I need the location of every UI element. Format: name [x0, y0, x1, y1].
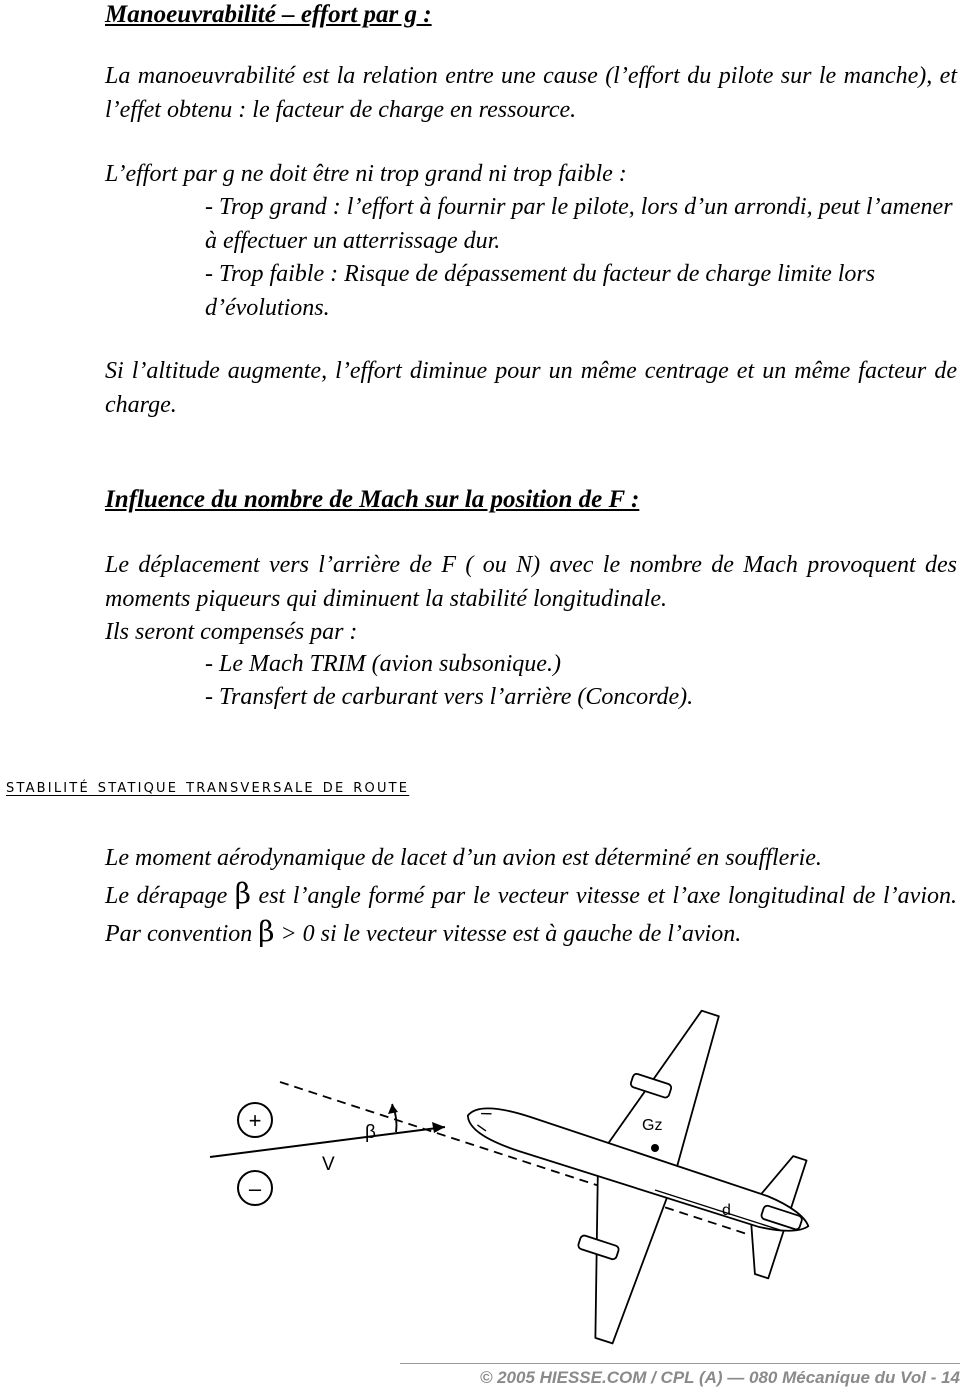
paragraph-altitude: Si l’altitude augmente, l’effort diminue pour un même centrage et un même facteur de charge. [105, 358, 957, 418]
paragraph-compenses: Ils seront compensés par : [105, 619, 358, 645]
v-label: V [322, 1154, 335, 1175]
beta-symbol-2: β [258, 915, 275, 948]
text-derapage-a: Le dérapage [105, 883, 235, 909]
text-derapage-b: est l’angle formé par le vecteur vitesse et l’axe longitudinal de l’avion. Par convention [105, 883, 957, 947]
center-of-gravity-marker [651, 1144, 659, 1152]
beta-label: β [365, 1122, 376, 1143]
list-item-transfert-carburant: - Transfert de carburant vers l’arrière (Concorde). [205, 684, 694, 710]
minus-label: – [248, 1176, 262, 1201]
plus-label: + [248, 1108, 262, 1133]
text-derapage-c: > 0 si le vecteur vitesse est à gauche de l’avion. [274, 921, 742, 947]
velocity-arrowhead [432, 1122, 445, 1133]
page-footer: © 2005 HIESSE.COM / CPL (A) — 080 Mécanique du Vol - 14 [479, 1368, 960, 1387]
paragraph-deplacement: Le déplacement vers l’arrière de F ( ou N) avec le nombre de Mach provoquent des moments piqueurs qui diminuent la stabilité longitudinale. [105, 552, 957, 612]
paragraph-moment-lacet [105, 841, 957, 952]
sideslip-diagram [200, 1000, 850, 1350]
list-item-trop-faible: - Trop faible : Risque de dépassement du facteur de charge limite lors d’évolutions. [205, 261, 876, 321]
paragraph-manoeuvrabilite-definition: La manoeuvrabilité est la relation entre une cause (l’effort du pilote sur le manche), et l’effet obtenu : le facteur de charge en ressource. [105, 63, 957, 123]
paragraph-effort-intro: L’effort par g ne doit être ni trop grand ni trop faible : [105, 161, 627, 187]
velocity-vector [210, 1127, 445, 1157]
list-item-mach-trim: - Le Mach TRIM (avion subsonique.) [205, 651, 561, 677]
section-title-manoeuvrabilite: Manoeuvrabilité – effort par g : [105, 1, 432, 28]
gz-label: Gz [642, 1117, 663, 1134]
list-item-trop-grand: - Trop grand : l’effort à fournir par le pilote, lors d’un arrondi, peut l’amener à effectuer un atterrissage dur. [205, 194, 953, 254]
section-title-stabilite-route: stabilité statique transversale de route [6, 776, 410, 797]
section-title-influence-mach: Influence du nombre de Mach sur la position de F : [105, 486, 640, 513]
footer-rule [400, 1363, 960, 1364]
d-label: d [722, 1202, 731, 1219]
aircraft-top-view [415, 1000, 850, 1350]
beta-arrowhead [388, 1104, 398, 1114]
beta-symbol: β [234, 877, 251, 910]
text-derapage-definition [105, 876, 957, 952]
text-moment-lacet: Le moment aérodynamique de lacet d’un avion est déterminé en soufflerie. [105, 845, 822, 871]
